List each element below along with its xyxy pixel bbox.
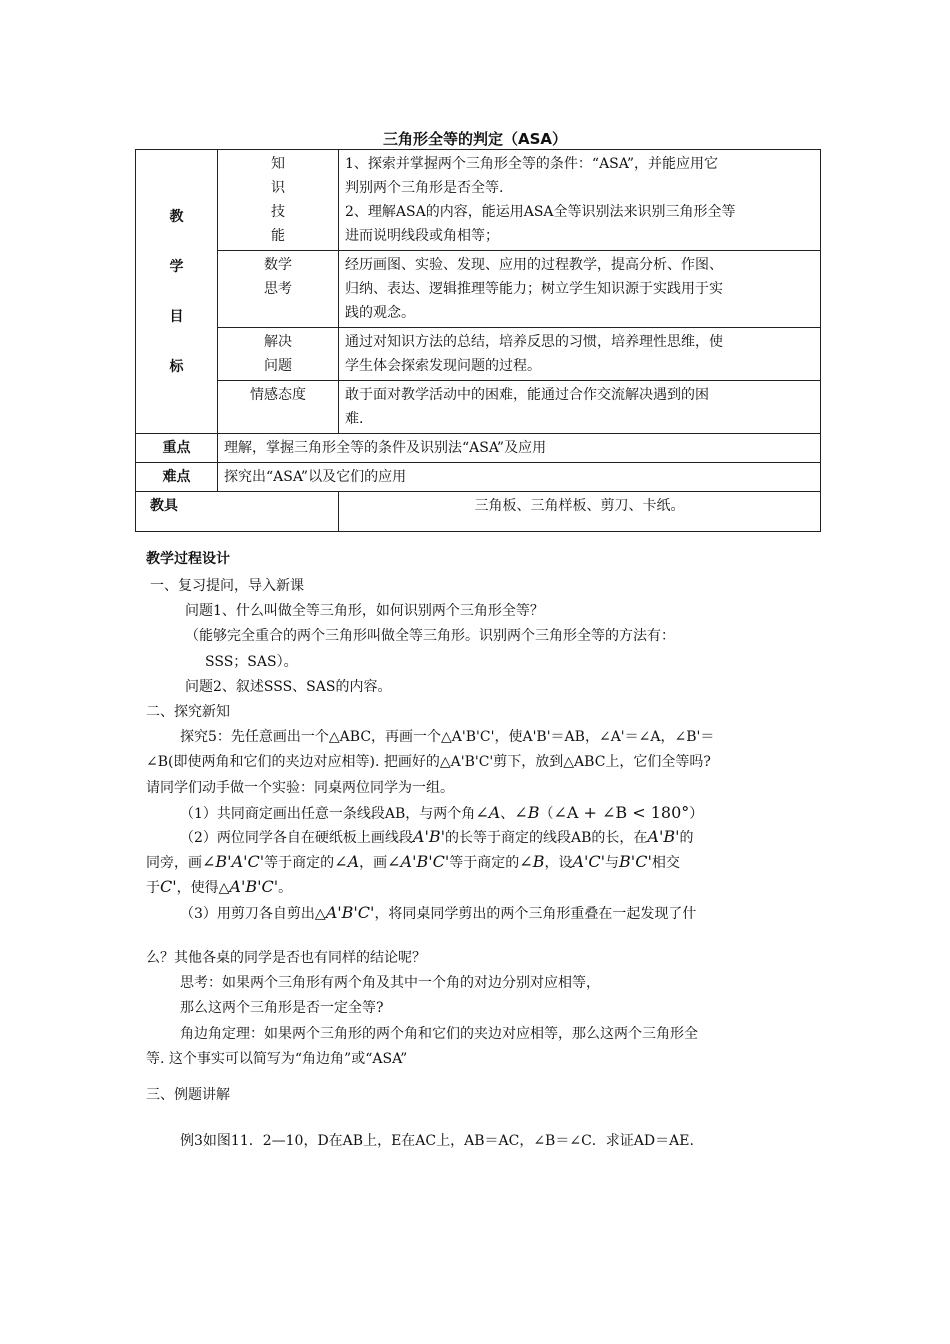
- paren-close: ）: [689, 806, 704, 822]
- math-angle-a: ∠A: [475, 803, 501, 822]
- text: （2）两位同学各自在硬纸板上画线段: [180, 830, 413, 846]
- math-point: C': [160, 877, 177, 896]
- difficulty-label: 难点: [136, 463, 218, 492]
- text: ，使得△: [176, 880, 230, 896]
- math-triangle: A'B'C': [325, 903, 375, 922]
- sub-char: 能: [271, 228, 285, 244]
- goal-label-char: 教: [169, 208, 184, 225]
- step-2-line-2: [146, 852, 680, 873]
- sub-char: 问题: [264, 358, 292, 374]
- key-point-label: 重点: [136, 434, 218, 463]
- content-line: 经历画图、实验、发现、应用的过程教学，提高分析、作图、: [345, 257, 723, 273]
- text: ，设: [544, 855, 573, 871]
- think-line-1: 思考：如果两个三角形有两个角及其中一个角的对边分别对应相等，: [180, 975, 600, 991]
- text: 等于商定的: [449, 855, 520, 871]
- step-3-line-2: 么？其他各桌的同学是否也有同样的结论呢？: [146, 950, 426, 966]
- content-line: 通过对知识方法的总结，培养反思的习惯，培养理性思维，使: [345, 334, 723, 350]
- math-segment: A'B': [412, 827, 446, 846]
- goal-label-char: 目: [169, 308, 184, 325]
- math-segment: A'B': [647, 827, 680, 846]
- content-line: 判别两个三角形是否全等.: [345, 180, 504, 196]
- goal-label-char: 标: [169, 358, 184, 375]
- math-angle: ∠A'B'C': [387, 852, 450, 871]
- sub-char: 数学: [264, 257, 292, 273]
- text: 等于商定的: [264, 855, 335, 871]
- sub-char: 解决: [264, 334, 292, 350]
- sub-char: 知: [271, 156, 285, 172]
- question-1: 问题1、什么叫做全等三角形，如何识别两个三角形全等？: [185, 603, 544, 619]
- sub-char: 情感态度: [250, 387, 306, 403]
- process-heading: 教学过程设计: [146, 551, 230, 567]
- answer-1-line-1: （能够完全重合的两个三角形叫做全等三角形。识别两个三角形全等的方法有：: [185, 628, 675, 644]
- explore-5-line-3: 请同学们动手做一个实验：同桌两位同学为一组。: [146, 780, 454, 796]
- goal-label-char: 学: [169, 258, 184, 275]
- difficulty-text: 探究出“ASA”以及它们的应用: [218, 463, 821, 492]
- step-3-line-1: [180, 903, 696, 924]
- text: ，画: [359, 855, 388, 871]
- answer-1-line-2: SSS；SAS）。: [205, 654, 298, 670]
- math-angle: ∠B'A'C': [202, 852, 265, 871]
- content-line: 难.: [345, 411, 364, 427]
- section-2-heading: 二、探究新知: [146, 704, 230, 720]
- text: 与: [605, 855, 620, 871]
- step-1: [180, 803, 703, 824]
- math-angle: ∠B: [519, 852, 545, 871]
- content-line: 学生体会探索发现问题的过程。: [345, 358, 541, 374]
- content-line: 归纳、表达、逻辑推理等能力；树立学生知识源于实践用于实: [345, 281, 723, 297]
- content-line: 2、理解ASA的内容，能运用ASA全等识别法来识别三角形全等: [345, 204, 736, 220]
- tools-text: 三角板、三角样板、剪刀、卡纸。: [339, 492, 821, 532]
- think-line-2: 那么这两个三角形是否一定全等?: [180, 1000, 384, 1016]
- text: 的长等于商定的线段AB的长，在: [445, 830, 648, 846]
- key-point-text: 理解，掌握三角形全等的条件及识别法“ASA”及应用: [218, 434, 821, 463]
- page-title: 三角形全等的判定（ASA）: [382, 130, 568, 148]
- step-2-line-1: [180, 827, 694, 848]
- math-angle-sum: ∠A + ∠B < 180°: [553, 803, 690, 822]
- math-triangle: A'B'C': [229, 877, 279, 896]
- tools-label: 教具: [136, 492, 339, 532]
- text: （3）用剪刀各自剪出△: [180, 906, 326, 922]
- text: ，将同桌同学剪出的两个三角形重叠在一起发现了什: [374, 906, 697, 922]
- math-segment: B'C': [619, 852, 652, 871]
- sub-char: 识: [271, 180, 285, 196]
- sub-char: 思考: [264, 281, 292, 297]
- paren-open: （: [539, 806, 554, 822]
- step-1-text: （1）共同商定画出任意一条线段AB，与两个角: [180, 806, 476, 822]
- text: 相交: [651, 855, 680, 871]
- section-1-heading: 一、复习提问，导入新课: [150, 578, 304, 594]
- text: 于: [146, 880, 160, 896]
- theorem-line-1: 角边角定理：如果两个三角形的两个角和它们的夹边对应相等，那么这两个三角形全: [180, 1026, 698, 1042]
- math-segment: A'C': [572, 852, 606, 871]
- text: 。: [278, 880, 293, 896]
- separator: 、: [500, 806, 515, 822]
- content-line: 进而说明线段或角相等；: [345, 228, 499, 244]
- sub-char: 技: [271, 204, 285, 220]
- section-3-heading: 三、例题讲解: [146, 1087, 230, 1103]
- content-line: 敢于面对教学活动中的困难，能通过合作交流解决遇到的困: [345, 387, 709, 403]
- text: 的: [679, 830, 694, 846]
- content-line: 1、探索并掌握两个三角形全等的条件：“ASA”，并能应用它: [345, 156, 718, 172]
- step-2-line-3: [146, 877, 292, 898]
- math-angle: ∠A: [334, 852, 360, 871]
- theorem-line-2: 等. 这个事实可以简写为“角边角”或“ASA”: [146, 1051, 408, 1067]
- question-2: 问题2、叙述SSS、SAS的内容。: [185, 679, 392, 695]
- content-line: 践的观念。: [345, 305, 415, 321]
- math-angle-b: ∠B: [514, 803, 540, 822]
- example-3: 例3如图11．2—10，D在AB上，E在AC上，AB＝AC，∠B＝∠C．求证AD＝AE.: [180, 1133, 694, 1149]
- explore-5-line-1: 探究5：先任意画出一个△ABC，再画一个△A'B'C'，使A'B'＝AB，∠A'＝∠A，∠B'＝: [180, 729, 715, 745]
- text: 同旁，画: [146, 855, 202, 871]
- explore-5-line-2: ∠B(即使两角和它们的夹边对应相等). 把画好的△A'B'C'剪下，放到△ABC上，它们全等吗?: [146, 754, 711, 770]
